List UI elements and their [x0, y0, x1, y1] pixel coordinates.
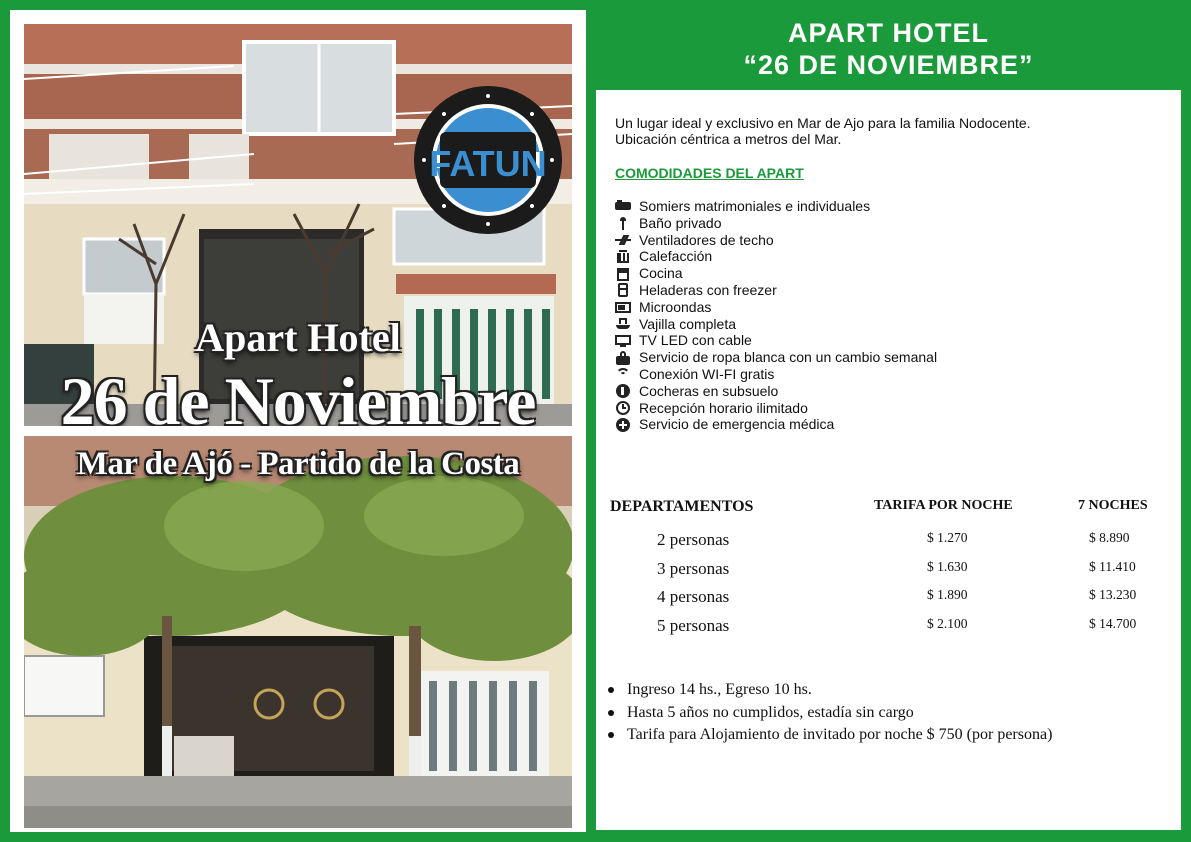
amenity-label: Servicio de emergencia médica	[639, 416, 835, 433]
cell-persons: 4 personas	[657, 587, 730, 607]
cell-nightly: $ 1.630	[927, 558, 968, 574]
note-text: Ingreso 14 hs., Egreso 10 hs.	[627, 681, 812, 698]
cell-persons: 3 personas	[657, 558, 730, 578]
list-item	[608, 724, 1052, 747]
note-text: Hasta 5 años no cumplidos, estadía sin cargo	[627, 703, 914, 721]
amenity-item	[615, 349, 937, 366]
shower-icon	[615, 216, 631, 230]
wifi-icon	[615, 367, 631, 381]
amenity-label: Conexión WI-FI gratis	[639, 365, 775, 382]
page-subtitle: “26 DE NOVIEMBRE”	[743, 50, 1034, 80]
amenity-item	[615, 215, 937, 232]
fridge-icon	[615, 283, 631, 297]
intro-line-1: Un lugar ideal y exclusivo en Mar de Ajo para la familia Nodocente.	[615, 115, 1031, 131]
building-photo-top	[24, 24, 572, 426]
amenities-title: COMODIDADES DEL APART	[615, 165, 804, 181]
list-item	[608, 702, 1052, 725]
amenity-label: Cocheras en subsuelo	[639, 382, 779, 399]
cell-nightly: $ 1.890	[927, 587, 968, 603]
amenity-item	[615, 265, 937, 282]
amenity-label: Cocina	[639, 265, 683, 282]
stove-icon	[615, 267, 631, 281]
tv-icon	[615, 334, 631, 348]
logo-center-text: FATUN	[429, 143, 547, 184]
dishes-icon	[615, 317, 631, 331]
bullet-icon	[608, 687, 614, 693]
amenities-list	[615, 198, 937, 433]
photo-location-caption: Mar de Ajó - Partido de la Costa	[76, 446, 520, 482]
photo-title-large: 26 de Noviembre	[60, 363, 536, 426]
cell-week: $ 8.890	[1089, 530, 1130, 545]
amenity-label: Baño privado	[639, 214, 722, 231]
bullet-icon	[608, 710, 614, 716]
amenity-label: Microondas	[639, 298, 712, 315]
amenity-label: Somiers matrimoniales e individuales	[639, 198, 871, 214]
microwave-icon	[615, 300, 631, 314]
notes-list	[608, 679, 1052, 747]
street-facade-image	[24, 436, 572, 828]
cell-week: $ 14.700	[1089, 615, 1137, 631]
list-item	[608, 679, 1052, 702]
amenity-item	[615, 232, 937, 249]
cell-nightly: $ 1.270	[927, 530, 968, 545]
cell-week: $ 13.230	[1089, 587, 1137, 603]
fatun-logo	[412, 84, 564, 236]
amenity-item	[615, 198, 937, 215]
amenity-label: Vajilla completa	[639, 315, 737, 332]
medical-icon	[615, 418, 631, 432]
fatun-seal-icon	[412, 84, 564, 236]
table-row	[610, 520, 1170, 549]
amenity-label: Servicio de ropa blanca con un cambio semanal	[639, 349, 938, 366]
amenity-label: Calefacción	[639, 248, 713, 265]
bed-icon	[615, 199, 631, 213]
amenity-item	[615, 366, 937, 383]
linen-icon	[615, 351, 631, 365]
amenity-label: Heladeras con freezer	[639, 281, 777, 298]
amenity-label: Recepción horario ilimitado	[639, 399, 808, 416]
cell-week: $ 11.410	[1089, 558, 1136, 574]
amenity-item	[615, 299, 937, 316]
rates-table	[610, 498, 1170, 634]
amenity-item	[615, 383, 937, 400]
header-7-noches: 7 NOCHES	[1078, 498, 1148, 513]
header	[596, 10, 1181, 88]
table-row	[610, 606, 1170, 635]
clock-icon	[615, 401, 631, 415]
fan-icon	[615, 233, 631, 247]
cell-persons: 5 personas	[657, 615, 730, 635]
photo-panel	[10, 10, 586, 832]
header-tarifa-noche: TARIFA POR NOCHE	[874, 498, 1013, 513]
amenity-label: TV LED con cable	[639, 332, 752, 349]
amenity-label: Ventiladores de techo	[639, 231, 774, 248]
page-title: APART HOTEL	[788, 18, 989, 48]
amenity-item	[615, 282, 937, 299]
rates-header-row	[610, 498, 1170, 520]
amenity-item	[615, 248, 937, 265]
cell-persons: 2 personas	[657, 530, 730, 549]
header-departamentos: DEPARTAMENTOS	[610, 498, 754, 515]
amenity-item	[615, 400, 937, 417]
note-text: Tarifa para Alojamiento de invitado por noche $ 750 (por persona)	[627, 726, 1053, 743]
table-row	[610, 577, 1170, 606]
amenity-item	[615, 316, 937, 333]
photo-title-small: Apart Hotel	[195, 315, 401, 360]
info-panel	[596, 90, 1181, 830]
building-photo-bottom	[24, 436, 572, 828]
parking-icon	[615, 384, 631, 398]
table-row	[610, 549, 1170, 578]
amenity-item	[615, 416, 937, 433]
intro-text	[615, 115, 1031, 147]
bullet-icon	[608, 732, 614, 738]
cell-nightly: $ 2.100	[927, 615, 968, 631]
amenity-item	[615, 332, 937, 349]
heater-icon	[615, 250, 631, 264]
intro-line-2: Ubicación céntrica a metros del Mar.	[615, 131, 842, 147]
